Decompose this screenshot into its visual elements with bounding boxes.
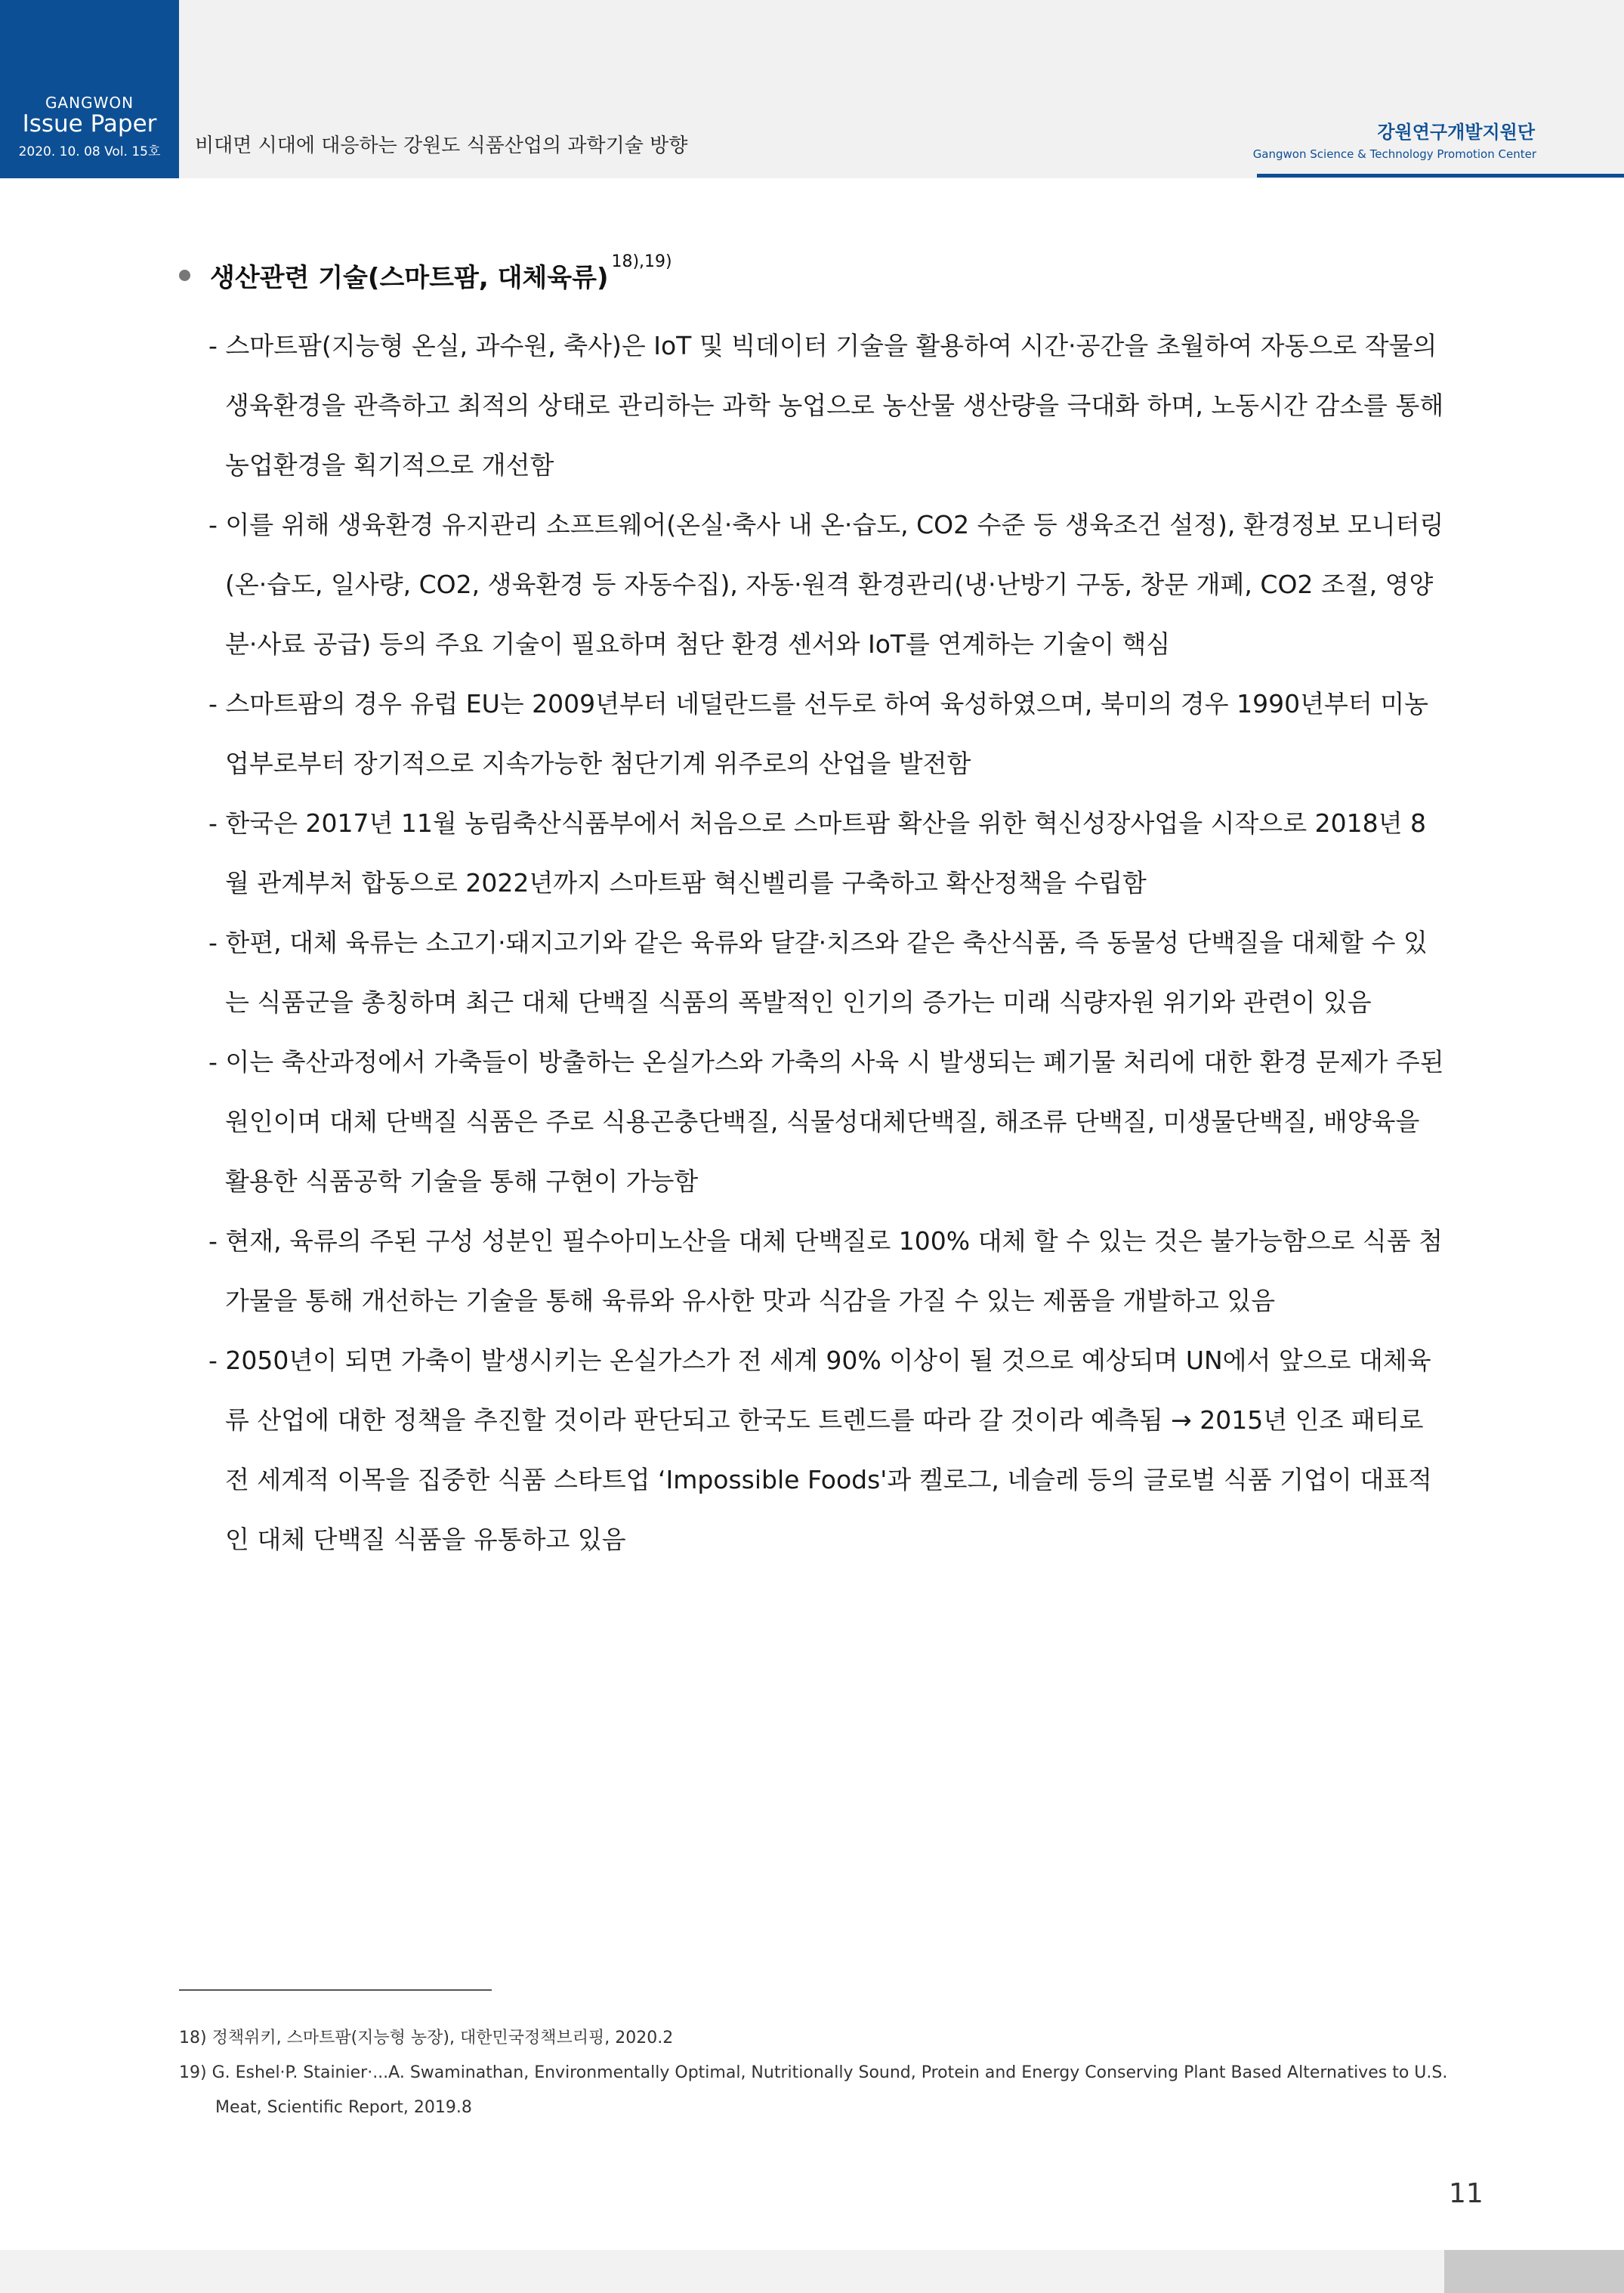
body-paragraph: - 한국은 2017년 11월 농림축산식품부에서 처음으로 스마트팜 확산을 위한 혁신성장사업을 시작으로 2018년 8월 관계부처 합동으로 2022년까지 스마트팜 혁신벨리를 구축하고 확산정책을 수립함 [208,808,1426,898]
organization-name-en: Gangwon Science & Technology Promotion Center [1252,147,1536,161]
footnote-list [179,2021,1463,2125]
issue-date-volume: 2020. 10. 08 Vol. 15호 [18,144,161,159]
body-paragraph: - 스마트팜의 경우 유럽 EU는 2009년부터 네덜란드를 선두로 하여 육성하였으며, 북미의 경우 1990년부터 미농업부로부터 장기적으로 지속가능한 첨단기계 위주로의 산업을 발전함 [208,689,1428,778]
body-paragraph: - 2050년이 되면 가축이 발생시키는 온실가스가 전 세계 90% 이상이 될 것으로 예상되며 UN에서 앞으로 대체육류 산업에 대한 정책을 추진할 것이라 판단되고 한국도 트렌드를 따라 갈 것이라 예측됨 → 2015년 인조 패티로 전 세계적 이목을 집중한 식품 스타트업 ‘Impossible Foods'과 켈로그, 네슬레 등의 글로벌 식품 기업이 대표적인 대체 단백질 식품을 유통하고 있음 [208,1346,1432,1554]
page-number: 11 [1449,2178,1484,2209]
footnote: 18) 정책위키, 스마트팜(지능형 농장), 대한민국정책브리핑, 2020.2 [179,2029,674,2047]
section-heading-text: 생산관련 기술(스마트팜, 대체육류) [210,263,609,293]
body-paragraph: - 현재, 육류의 주된 구성 성분인 필수아미노산을 대체 단백질로 100% 대체 할 수 있는 것은 불가능함으로 식품 첨가물을 통해 개선하는 기술을 통해 육류와 유사한 맛과 식감을 가질 수 있는 제품을 개발하고 있음 [208,1226,1443,1315]
footer-band [0,2250,1444,2293]
body-paragraph: - 한편, 대체 육류는 소고기·돼지고기와 같은 육류와 달걀·치즈와 같은 축산식품, 즉 동물성 단백질을 대체할 수 있는 식품군을 총칭하며 최근 대체 단백질 식품의 폭발적인 인기의 증가는 미래 식량자원 위기와 관련이 있음 [208,928,1428,1017]
paragraph-list [208,316,1446,1569]
footnote-divider [179,1989,492,1991]
header-accent-line [1257,174,1624,178]
footer-tab [1444,2250,1624,2293]
body-paragraph: - 스마트팜(지능형 온실, 과수원, 축사)은 IoT 및 빅데이터 기술을 활용하여 시간·공간을 초월하여 자동으로 작물의 생육환경을 관측하고 최적의 상태로 관리하는 과학 농업으로 농산물 생산량을 극대화 하며, 노동시간 감소를 통해 농업환경을 획기적으로 개선함 [208,331,1444,480]
footnote: 19) G. Eshel·P. Stainier·...A. Swaminathan, Environmentally Optimal, Nutritionally Sound, Protein and Energy Conserving Plant Based Alternatives to U.S. Meat, Scientific Report, 2019.8 [179,2063,1448,2117]
section-heading-refs: 18),19) [611,252,672,271]
bullet-icon [179,270,190,281]
organization-name: 강원연구개발지원단 [1377,122,1535,143]
header-badge [0,0,179,178]
brand-label: GANGWON [45,94,134,112]
body-paragraph: - 이를 위해 생육환경 유지관리 소프트웨어(온실·축사 내 온·습도, CO2 수준 등 생육조건 설정), 환경정보 모니터링(온·습도, 일사량, CO2, 생육환경 등 자동수집), 자동·원격 환경관리(냉·난방기 구동, 창문 개폐, CO2 조절, 영양분·사료 공급) 등의 주요 기술이 필요하며 첨단 환경 센서와 IoT를 연계하는 기술이 핵심 [208,510,1444,659]
body-paragraph: - 이는 축산과정에서 가축들이 방출하는 온실가스와 가축의 사육 시 발생되는 폐기물 처리에 대한 환경 문제가 주된 원인이며 대체 단백질 식품은 주로 식용곤충단백질, 식물성대체단백질, 해조류 단백질, 미생물단백질, 배양육을 활용한 식품공학 기술을 통해 구현이 가능함 [208,1047,1444,1196]
section-heading [179,252,672,294]
series-title: Issue Paper [22,110,157,138]
document-title: 비대면 시대에 대응하는 강원도 식품산업의 과학기술 방향 [195,134,688,157]
